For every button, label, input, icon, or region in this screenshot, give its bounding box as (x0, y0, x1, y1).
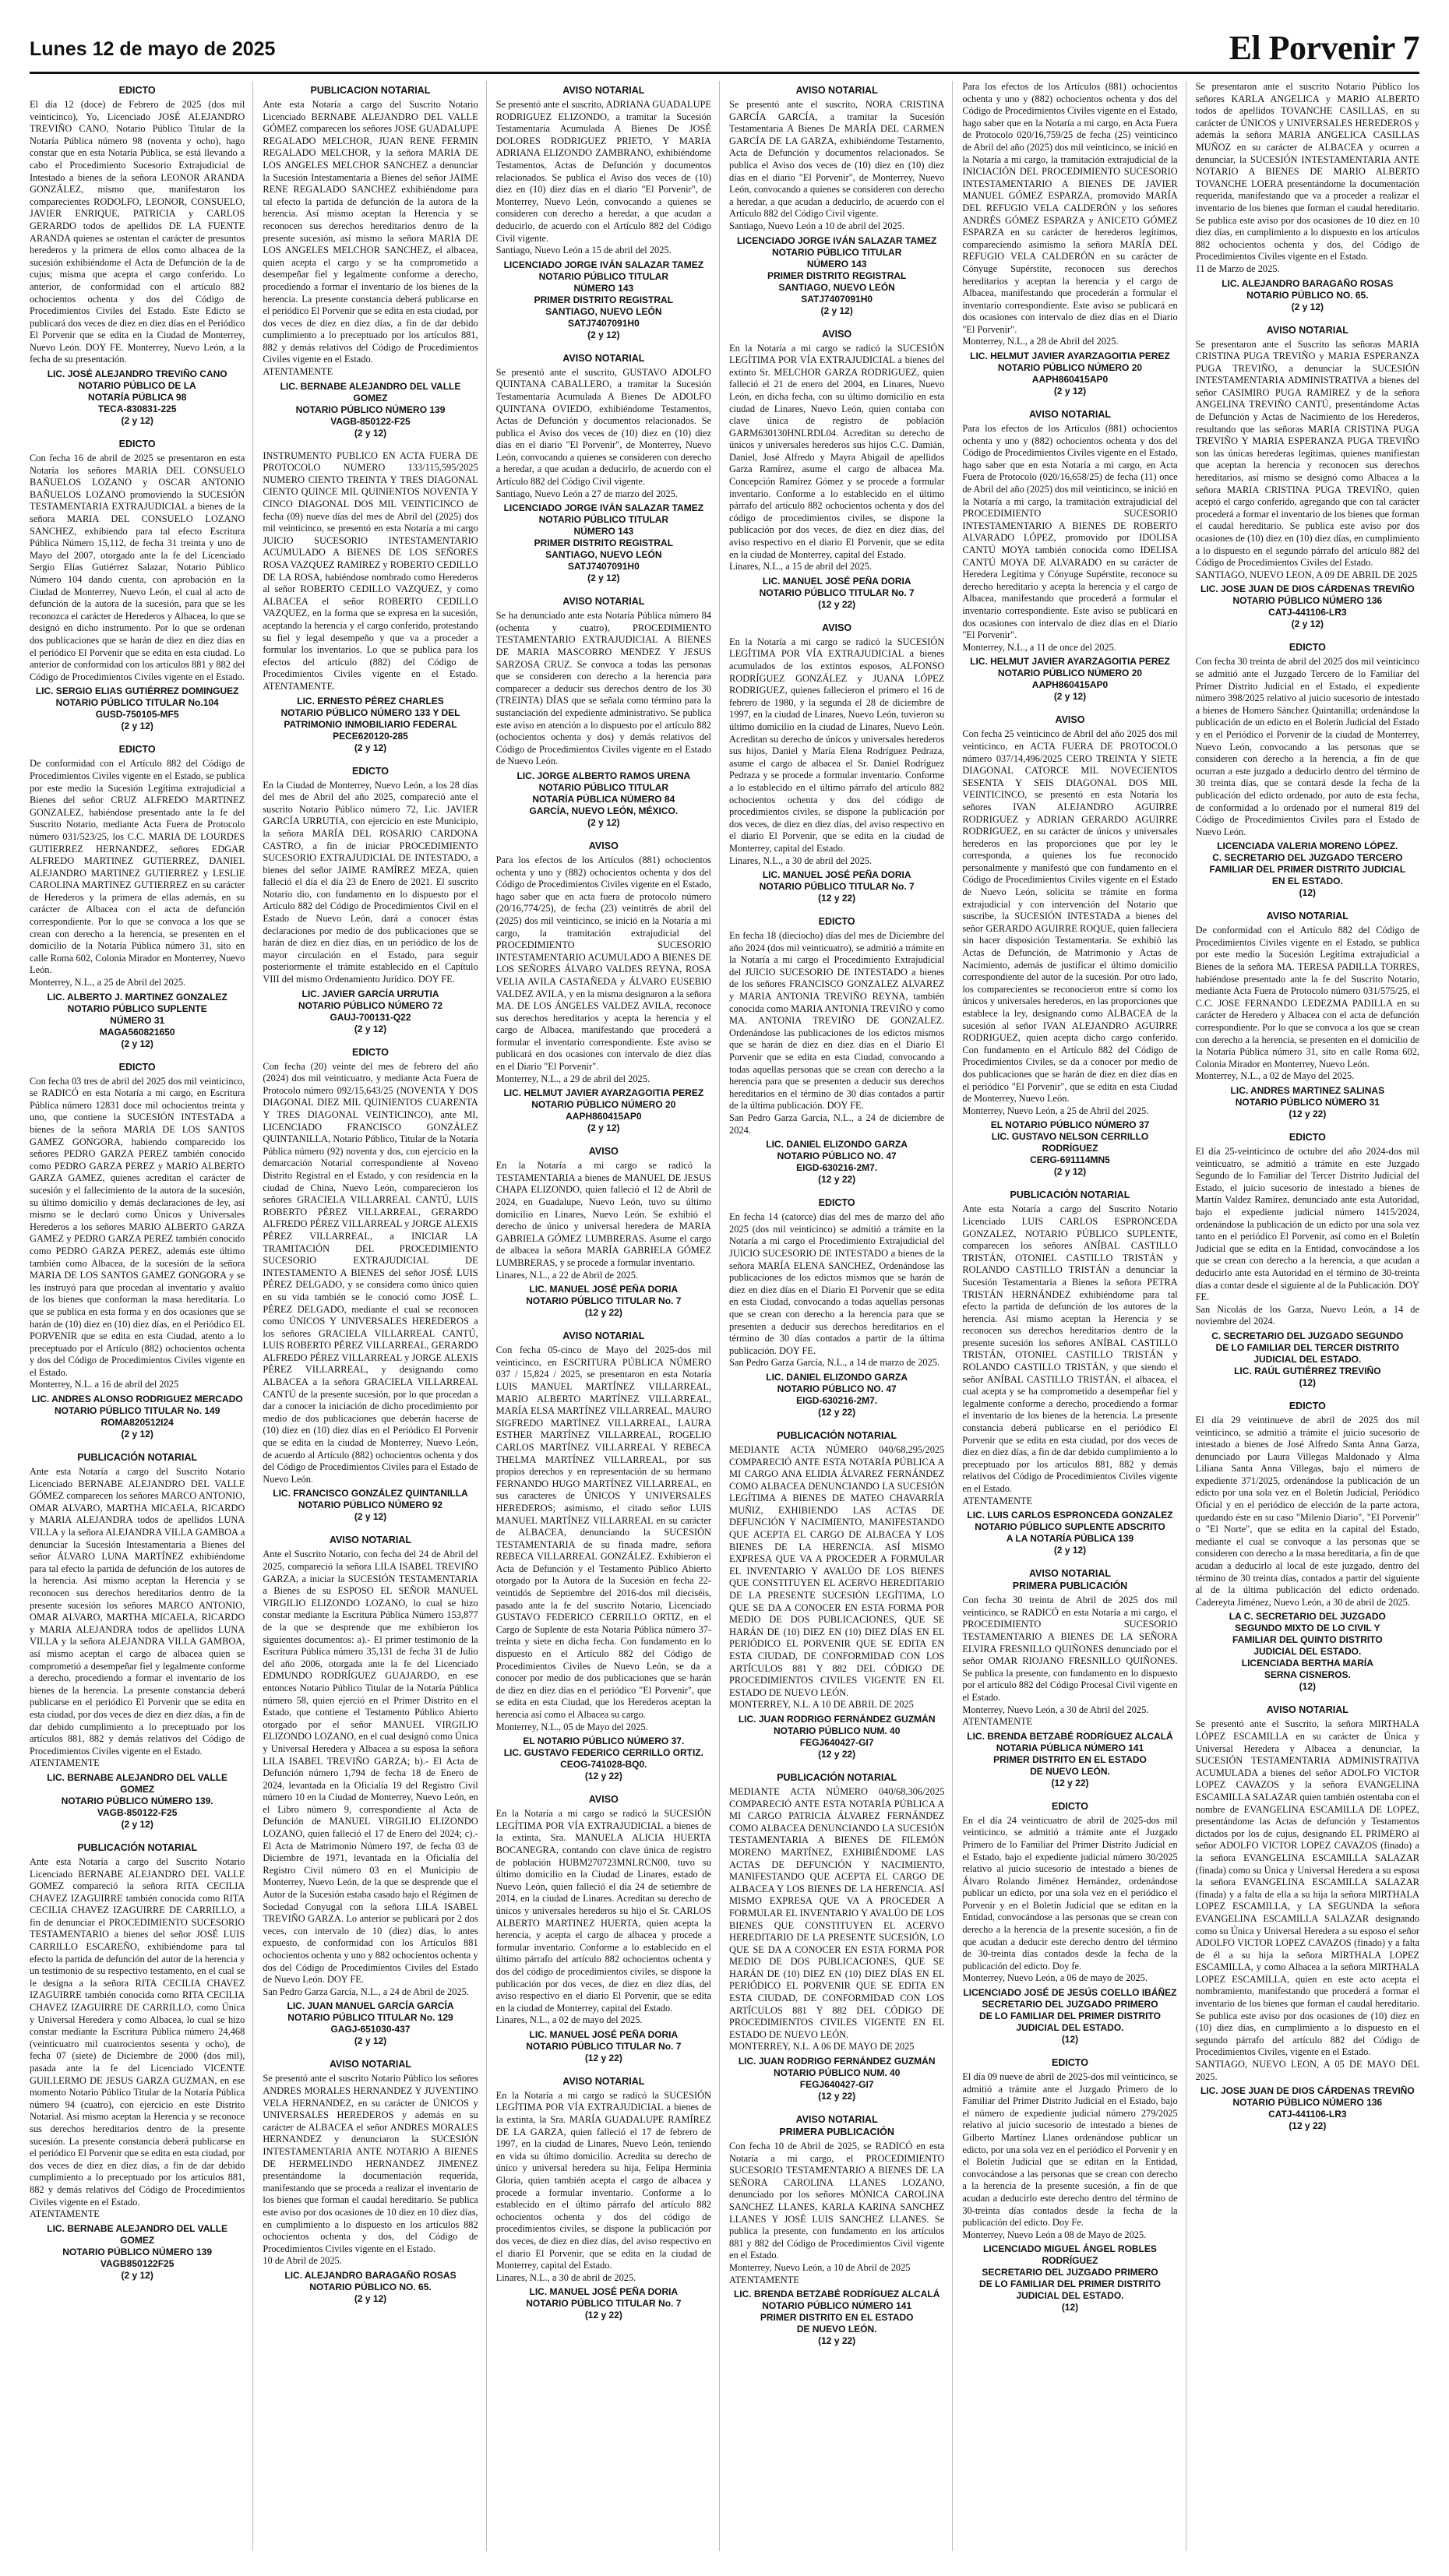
notice-signature: LIC. JOSE JUAN DE DIOS CÁRDENAS TREVIÑO NOTARIO PÚBLICO NÚMERO 136 CATJ-441106-LR3 (12 y 22) (1200, 2085, 1415, 2132)
newspaper-logo (1229, 31, 1419, 65)
notice-title: AVISO NOTARIAL (1266, 324, 1349, 336)
notice-signature: LICENCIADO JORGE IVÁN SALAZAR TAMEZ NOTARIO PÚBLICO TITULAR NÚMERO 143 PRIMER DISTRITO REGISTRAL SANTIAGO, NUEVO LEÓN SATJ7407091H0 (2 y 12) (736, 234, 937, 316)
notice-body: Con fecha 30 treinta de Abril de 2025 dos mil veinticinco, se RADICÓ en esta Notaría a mi cargo, el PROCEDIMIENTO SUCESORIO TESTAMENTARIO A BIENES DE LA SEÑORA ELVIRA FRESNILLO QUIÑONES denunciado por el señor OMAR RIOJANO FRESNILLO QUIÑONES. Se publica la presente, con fundamento en lo dispuesto por el artículo 882 del Código Procesal Civil vigente en el Estado. Monterrey, Nuevo León, a 30 de Abril del 2025. ATENTAMENTE (962, 1595, 1178, 1728)
notice-title: AVISO NOTARIAL (562, 352, 645, 364)
notice-signature: LIC. ERNESTO PÉREZ CHARLES NOTARIO PÚBLICO NÚMERO 133 Y DEL PATRIMONIO INMOBILIARIO FEDERAL PECE620120-285 (2 y 12) (280, 695, 460, 753)
legal-notice (729, 1771, 944, 2102)
issue-date: Lunes 12 de mayo de 2025 (30, 38, 276, 60)
legal-notice (1196, 910, 1419, 1120)
legal-notice (263, 84, 478, 439)
notice-body: Se presentaron ante el suscrito Notario Público los señores KARLA ANGELICA y MARIO ALBERTO todos de apellidos TOVANCHE CASILLAS, en su carácter de ÚNICOS y UNIVERSALES HEREDEROS y además la señora MARIA ANGELICA CASILLAS MUÑOZ en su carácter de ALBACEA y ocurren a denunciar, la SUCESIÓN INTESTAMENTARIA ANTE NOTARIO A BIENES DE MARIO ALBERTO TOVANCHE LOERA presentándome la documentación requerida, manifestando que va a proceder a realizar el inventario de los bienes que forman el caudal hereditario. Se publica este aviso por dos ocasiones de 10 diez en 10 diez días, en cumplimiento a lo dispuesto en los artículos 882 ochocientos ochenta y dos, del Código de Procedimientos Civiles vigente en el Estado. 11 de Marzo de 2025. (1195, 81, 1419, 274)
notice-signature: LA C. SECRETARIO DEL JUZGADO SEGUNDO MIXTO DE LO CIVIL Y FAMILIAR DEL QUINTO DISTRITO JUDICIAL DEL ESTADO. LICENCIADA BERTHA MARÍA SERNA CISNEROS. (12) (1229, 1611, 1386, 1693)
notice-body: Se presentó ante el Suscrito, la señora MIRTHALA LÓPEZ ESCAMILLA en su carácter de Única y Universal Heredera y Albacea a denunciar, la SUCESIÓN TESTAMENTARIA ADMINISTRATIVA ACUMULADA a bienes del señor ADOLFO VICTOR LOPEZ CAVAZOS y la señora EVANGELINA ESCAMILLA SALAZAR quien también ostentaba con el nombre de EVANGELINA ESCAMILLA DE LOPEZ, presentándome las Actas de defunción y Testamentos dictados por los de cujus, designando EL PRIMERO al señor ADOLFO VICTOR LOPEZ CAVAZOS (finado) a la señora EVANGELINA ESCAMILLA SALAZAR (finada) como su Única y Universal Heredera a su esposa la señora EVANGELINA ESCAMILLA SALAZAR (finada) y a falta de ella a su hija la señora MIRTHALA LOPEZ ESCAMILLA, y LA SEGUNDA la señora EVANGELINA ESCAMILLA SALAZAR designando como su Única y Universal Heredera a su esposo el señor ADOLFO VICTOR LOPEZ CAVAZOS (finado) y a falta de él a su hija la señora MIRTHALA LOPEZ ESCAMILLA, y como Albacea a la señora MIRTHALA LOPEZ ESCAMILLA, quien en este acto acepta el nombramiento, manifestando que procederá a formar el inventario de los bienes que forman el caudal hereditario. Se publica este aviso por dos ocasiones de (10) diez en (10) diez días, en cumplimiento a lo dispuesto en el segundo párrafo del artículo 882 del Código de Procedimientos Civiles, vigente en el Estado. SANTIAGO, NUEVO LEON, A 05 DE MAYO DEL 2025. (1195, 1718, 1419, 2082)
notice-signature: LIC. BERNABE ALEJANDRO DEL VALLE GOMEZ NOTARIO PÚBLICO NÚMERO 139. VAGB-850122-F25 (2 y 12) (47, 1771, 228, 1830)
legal-notice (962, 1189, 1177, 1556)
legal-notice (30, 1841, 245, 2282)
notice-signature: LIC. BRENDA BETZABÉ RODRÍGUEZ ALCALÁ NOTARIO PÚBLICO NÚMERO 141 PRIMER DISTRITO EN EL ESTADO DE NUEVO LEÓN. (12 y 22) (733, 2289, 940, 2347)
notice-title: AVISO NOTARIAL (329, 1535, 412, 1546)
notice-body: Ante esta Notaría a cargo del Suscrito Notario Licenciado BERNABE ALEJANDRO DEL VALLE GÓMEZ comparecen los señores JOSE GUADALUPE REGALADO MELCHOR, JUAN RENE FERMIN REGALADO MELCHOR, y la señora MARIA DE LOS ANGELES MELCHOR SANCHEZ a denunciar la Sucesión Intestamentaria a Bienes del señor JAIME RENE REGALADO SANCHEZ exhibiéndome para tal efecto la partida de defunción de la autora de la herencia. Así mismo aceptan la Herencia y se reconocen sus derechos hereditarios dentro de la presente sucesión, así mismo la señora MARIA DE LOS ANGELES MELCHOR SANCHEZ, el albacea, quien acepta el cargo y se ha comprometido a desempeñar fiel y legalmente conforme a derecho, procediendo a formar el inventario de los bienes de la herencia. La presente constancia deberá publicarse en el periódico El Porvenir que se edita en esta ciudad, por dos veces de diez en diez días, a fin de dar debido cumplimiento a lo preceptuado por los artículos 881, 882 y demás relativos del Código de Procedimientos Civiles vigente en el Estado. ATENTAMENTE (263, 99, 478, 378)
notice-title: AVISO NOTARIAL (795, 85, 878, 96)
notice-signature: LIC. MANUEL JOSÉ PEÑA DORIA NOTARIO PÚBLICO TITULAR No. 7 (12 y 22) (759, 869, 915, 904)
notice-body: MEDIANTE ACTA NÚMERO 040/68,306/2025 COMPARECIÓ ANTE ESTA NOTARÍA PÚBLICA A MI CARGO PATRICIA ÁLVAREZ FERNÁNDEZ COMO ALBACEA DENUNCIANDO LA SUCESIÓN TESTAMENTARIA A BIENES DE FILEMÓN MORENO MARTÍNEZ, EXHIBIÉNDOME LAS ACTAS DE DEFUNCIÓN Y NACIMIENTO, MANIFESTANDO QUE ACEPTA EL CARGO DE ALBACEA Y LOS BIENES DE LA HERENCIA. ASÍ MISMO EXPRESA QUE VA A PROCEDER A FORMULAR EL INVENTARIO Y AVALÚO DE LOS BIENES QUE CONSTITUYEN EL ACERVO HEREDITARIO DE LA PRESENTE SUCESIÓN, LO QUE SE DA A CONOCER EN ESTA FORMA POR MEDIO DE DOS PUBLICACIONES, QUE SE HARÁN DE (10) DIEZ EN (10) DIEZ DÍAS EN EL PERIÓDICO EL PORVENIR QUE SE EDITA EN ESTA CIUDAD, DE CONFORMIDAD CON LOS ARTÍCULOS 881 Y 882 DEL CÓDIGO DE PROCEDIMIENTOS CIVILES VIGENTE EN EL ESTADO DE NUEVO LEÓN. MONTERREY, N.L. A 06 DE MAYO DE 2025 (729, 1785, 945, 2053)
legal-notice (729, 622, 944, 904)
legal-notice (496, 352, 711, 585)
column-6 (1196, 81, 1419, 2551)
notice-title: EDICTO (351, 1046, 389, 1058)
notice-title: AVISO (1055, 714, 1085, 726)
legal-notice (30, 1061, 245, 1440)
notice-signature: LICENCIADA VALERIA MORENO LÓPEZ. C. SECRETARIO DEL JUZGADO TERCERO FAMILIAR DEL PRIMER DISTRITO JUDICIAL EN EL ESTADO. (12) (1209, 840, 1406, 899)
legal-notice (962, 1800, 1177, 2046)
legal-notice (962, 714, 1177, 1178)
legal-notice (962, 1567, 1177, 1789)
column-1 (30, 81, 253, 2551)
notice-signature: LIC. MANUEL JOSÉ PEÑA DORIA NOTARIO PÚBLICO TITULAR No. 7 (12 y 22) (526, 1284, 682, 1319)
notice-signature: LIC. MANUEL JOSÉ PEÑA DORIA NOTARIO PÚBLICO TITULAR No. 7 (12 y 22) (759, 575, 915, 610)
notice-signature: C. SECRETARIO DEL JUZGADO SEGUNDO DE LO FAMILIAR DEL TERCER DISTRITO JUDICIAL DEL ESTADO. LIC. RAÚL GUTIÉRREZ TREVIÑO (12) (1211, 1330, 1404, 1388)
notice-title: AVISO (588, 1794, 619, 1806)
notice-title: AVISO (588, 1146, 619, 1158)
notice-body: Ante esta Notaría a cargo del Suscrito Notario Licenciado BERNABE ALEJANDRO DEL VALLE GOMEZ compareció la señora RITA CECILIA CHAVEZ IZAGUIRRE también conocida como RITA CECILIA CHAVEZ IZAGUIRRE DE CARRILLO, a fin de denunciar el PROCEDIMIENTO SUCESORIO TESTAMENTARIO a bienes del señor JOSÉ LUIS CARRILLO ESCAREÑO, exhibiéndome para tal efecto la partida de defunción del autor de la herencia y un testimonio de su respectivo testamento, en el cual se le designa a la señora RITA CECILIA CHAVEZ IZAGUIRRE también conocida como RITA CECILIA CHAVEZ IZAGUIRRE DE CARRILLO, como Única y Universal Heredera y como Albacea, lo cual se hizo constar mediante la Escritura Pública número 24,468 (veinticuatro mil cuatrocientos sesenta y ocho), de fecha 07 (siete) de Diciembre de 2000 (dos mil), pasada ante la fe del Licenciado VICENTE GUILLERMO DE JESUS GARZA GUZMAN, en ese momento Notario Público Titular de la Notaría Pública número 94 (cuatro), con ejercicio en este Distrito Notarial. Así mismo aceptan la Herencia y se reconoce sus derechos hereditarios dentro de la presente sucesión. La presente constancia deberá publicarse en el periódico El Porvenir que se edita en esta ciudad, por dos veces de diez en diez días, a fin de dar debido cumplimiento a lo preceptuado por los artículos 881, 882 y demás relativos del Código de Procedimientos Civiles vigente en el Estado. ATENTAMENTE (30, 1855, 245, 2220)
notice-signature: LIC. JUAN RODRIGO FERNÁNDEZ GUZMÁN NOTARIO PÚBLICO NUM. 40 FEGJ640427-GI7 (12 y 22) (738, 2056, 936, 2102)
notice-body: De conformidad con el Artículo 882 del Código de Procedimientos Civiles vigente en el Estado, se publica por este medio la Sucesión Legítima extrajudicial a Bienes del señor CRUZ ALFREDO MARTINEZ GONZALEZ, habiéndose presentado ante la fe del Suscrito Notario, mediante Acta Fuera de Protocolo número 031/523/25, los C.C. MARIA DE LOURDES GUTIERREZ HERNANDEZ, señores EDGAR ALFREDO MARTINEZ GUTIERREZ, DANIEL ALEJANDRO MARTINEZ GUTIERREZ y LESLIE CAROLINA MARTINEZ GUTIERREZ en su carácter de Herederos y la primera de ellas además, en su carácter de Albacea con el acta de defunción correspondiente. Por lo que se convoca a los que se crean con derecho a la herencia, se presenten en el domicilio de la Notaría Pública número 31, sito en calle Roma 602, Colonia Mirador en Monterrey, Nuevo León. Monterrey, N.L., a 25 de Abril del 2025. (30, 758, 245, 988)
notice-title: AVISO NOTARIAL (329, 2059, 412, 2070)
notice-title: EDICTO (118, 1061, 156, 1073)
notice-signature: LIC. FRANCISCO GONZÁLEZ QUINTANILLA NOTARIO PÚBLICO NÚMERO 92 (2 y 12) (273, 1488, 468, 1523)
notice-body: MEDIANTE ACTA NÚMERO 040/68,295/2025 COMPARECIÓ ANTE ESTA NOTARÍA PÚBLICA A MI CARGO ANA ELIDIA ÁLVAREZ FERNÁNDEZ COMO ALBACEA DENUNCIANDO LA SUCESIÓN LEGÍTIMA A BIENES DE MATEO CHAVARRÍA MUÑIZ, EXHIBIENDO LAS ACTAS DE DEFUNCIÓN Y NACIMIENTO, MANIFESTANDO QUE ACEPTA EL CARGO DE ALBACEA Y LOS BIENES DE LA HERENCIA. ASÍ MISMO EXPRESA QUE VA A PROCEDER A FORMULAR EL INVENTARIO Y AVALÚO DE LOS BIENES QUE CONSTITUYEN EL ACERVO HEREDITARIO DE LA PRESENTE SUCESIÓN LEGÍTIMA, LO QUE SE DA A CONOCER EN ESTA FORMA POR MEDIO DE DOS PUBLICACIONES, QUE SE HARÁN DE (10) DIEZ EN (10) DIEZ DÍAS EN EL PERIÓDICO EL PORVENIR QUE SE EDITA EN ESTA CIUDAD, DE CONFORMIDAD CON LOS ARTÍCULOS 881 Y 882 DEL CÓDIGO DE PROCEDIMIENTOS CIVILES VIGENTE EN EL ESTADO DE NUEVO LEÓN. MONTERREY, N.L. A 10 DE ABRIL DE 2025 (729, 1443, 945, 1711)
notice-signature: LIC. HELMUT JAVIER AYARZAGOITIA PEREZ NOTARIO PÚBLICO NÚMERO 20 AAPH860415AP0 (2 y 12) (970, 656, 1170, 703)
notice-title: AVISO NOTARIAL PRIMERA PUBLICACIÓN (1012, 1568, 1128, 1592)
legal-notice (30, 743, 245, 1049)
legal-notice (1196, 1131, 1419, 1389)
notice-title: EDICTO (818, 1197, 855, 1209)
notice-title: PUBLICACIÓN NOTARIAL (777, 1429, 897, 1441)
legal-notice (496, 1330, 711, 1782)
notice-signature: LICENCIADO JORGE IVÁN SALAZAR TAMEZ NOTARIO PÚBLICO TITULAR NÚMERO 143 PRIMER DISTRITO REGISTRAL SANTIAGO, NUEVO LEÓN SATJ7407091H0 (2 y 12) (503, 502, 704, 584)
legal-notice (496, 1145, 711, 1319)
notice-body: Para los efectos de los Artículos (881) ochocientos ochenta y uno y (882) ochocientos ochenta y dos del Código de Procedimientos Civiles vigente en el Estado, hago saber que en la Notaría a mi cargo, en Acta Fuera de Protocolo 020/16,759/25 de fecha (25) veinticinco de Abril del año (2025) dos mil veinticinco, se inició en la Notaría a mi cargo, la tramitación extrajudicial de la INICIACIÓN DEL PROCEDIMIENTO SUCESORIO INTESTAMENTARIO A BIENES DE JAVIER MANUEL GÓMEZ ESPARZA, promovido MARÍA DEL REFUGIO VELA CALDERÓN y los señores ANDRÉS GÓMEZ ESPARZA y ANICETO GÓMEZ ESPARZA en su carácter de herederos legítimos, compareciendo asimismo la señora MARÍA DEL REFUGIO VELA CALDERÓN en su carácter de Cónyuge Supérstite, reconocen sus derechos hereditarios y aceptan la herencia y el cargo de Albacea, manifestando que procederán a formular el inventario correspondiente. Este aviso se publicará en dos ocasiones con intervalo de diez días en el Diario "El Porvenir". Monterrey, N.L., a 28 de Abril del 2025. (962, 81, 1178, 347)
column-3 (496, 81, 720, 2551)
header-rule (30, 72, 1419, 74)
notice-title: AVISO NOTARIAL (562, 1330, 645, 1342)
notice-body: Con fecha 16 de abril de 2025 se presentaron en esta Notaría los señores MARIA DEL CONSUELO BAÑUELOS LOZANO y OSCAR ANTONIO BAÑUELOS LOZANO promoviendo la SUCESIÓN TESTAMENTARIA EXTRAJUDICIAL a bienes de la señora MARIA DEL CONSUELO LOZANO SANCHEZ, exhibiendo para tal efecto Escritura Pública Número 15,112, de fecha 31 treinta y uno de Mayo del 2007, otorgado ante la fe del Licenciado Sergio Elías Gutiérrez Salazar, Notario Público Número 104 dando cuenta, con aprobación en la Ciudad de Monterrey, Nuevo León, el cual al acto de defunción de la autora de la sucesión, para que se les reconozca el carácter de Herederos y Albacea, lo que se designó en dicho instrumento. Por lo que se ordenan dos publicaciones que se harán de diez en diez días en el periódico El Porvenir que se edita en esta ciudad. Lo anterior de conformidad con los artículos 881 y 882 del Código de Procedimientos Civiles vigente en el Estado. (30, 453, 245, 682)
notice-title: EDICTO (118, 744, 156, 756)
column-4 (729, 81, 953, 2551)
notice-body: En la Ciudad de Monterrey, Nuevo León, a los 28 días del mes de Abril del año 2025, compareció ante el suscrito Notario Público número 72, Lic. JAVIER GARCÍA URRUTIA, con ejercicio en este Municipio, la señora MARÍA DEL ROSARIO CARDONA CASTRO, a fin de iniciar PROCEDIMIENTO SUCESORIO EXTRAJUDICIAL DE INTESTADO, a bienes del señor JAIME RAMÍREZ MEZA, quien falleció el día el día 23 de Enero de 2021. El suscrito Notario dio, con fundamento en lo dispuesto por el Artículo 882 del Código de Procedimientos Civil en el Estado de Nuevo León, dará a conocer éstas declaraciones por medio de dos publicaciones que se harán de diez en diez días, en un periódico de los de mayor circulación en el Estado, para seguir posteriormente el trámite establecido en el Capítulo VIII del mismo Ordenamiento Jurídico. DOY FE. (263, 779, 478, 985)
legal-notice (1196, 324, 1419, 631)
legal-notice (263, 450, 478, 754)
notice-body: El día 12 (doce) de Febrero de 2025 (dos mil veinticinco), Yo, Licenciado JOSÉ ALEJANDRO TREVIÑO CANO, Notario Público Titular de la Notaría Pública número 98 (noventa y ocho), hago constar que en esta Notaría Pública, se está llevando a cabo el Procedimiento Sucesorio Extrajudicial de Intestado a bienes de la señora LEONOR ARANDA GONZÁLEZ, mismo que, manifestaron los comparecientes RODOLFO, LEONOR, CONSUELO, JAVIER ENRIQUE, PATRICIA y CARLOS GERARDO todos de apellidos DE LA FUENTE ARANDA quienes se ostentan el carácter de presuntos herederos y la primera de ellos como albacea de la sucesión exhibiéndome el Acta de Defunción de la de cujus; misma que acepta el cargo conferido. Lo anterior, de conformidad con el artículo 882 ochocientos ochenta y dos del Código de Procedimientos Civiles del Estado. Este Edicto se publicará dos veces de diez en diez días en el Periódico El Porvenir que se edita en la Ciudad de Monterrey, Nuevo León. DOY FE. Monterrey, Nuevo León, a la fecha de su presentación. (30, 99, 245, 365)
notice-signature: LIC. BERNABE ALEJANDRO DEL VALLE GOMEZ NOTARIO PÚBLICO NÚMERO 139 VAGB850122F25 (2 y 12) (47, 2222, 228, 2281)
notice-signature: LIC. ANDRES MARTINEZ SALINAS NOTARIO PÚBLICO NÚMERO 31 (12 y 22) (1230, 1085, 1385, 1119)
notice-signature: LIC. MANUEL JOSÉ PEÑA DORIA NOTARIO PÚBLICO TITULAR No. 7 (12 y 22) (526, 2028, 682, 2063)
notice-body: Se presentó ante el suscrito, GUSTAVO ADOLFO QUINTANA CABALLERO, a tramitar la Sucesión Testamentaria Acumulada A Bienes De ADOLFO QUINTANA OVIEDO, exhibiéndome Testamentos, Actas de Defunción y documentos relacionados. Se publica el Aviso dos veces de (10) diez en (10) diez días en el diario "El Porvenir", de Monterrey, Nuevo León, convocando a quienes se consideren con derecho a heredar, a que acudan a deducirlo, de acuerdo con el Artículo 882 del Código Civil vigente. Santiago, Nuevo León a 27 de marzo del 2025. (495, 366, 711, 499)
notice-title: AVISO NOTARIAL (1266, 911, 1349, 922)
legal-notice (30, 84, 245, 427)
notice-signature: LIC. ALBERTO J. MARTINEZ GONZALEZ NOTARIO PÚBLICO SUPLENTE NÚMERO 31 MAGA560821650 (2 y 12) (47, 991, 227, 1049)
notice-body: En la Notaría a mi cargo se radicó la SUCESIÓN LEGÍTIMA POR VÍA EXTRAJUDICIAL a bienes de la extinta, la Sra. MARÍA GUADALUPE RAMÍREZ DE LA GARZA, quien falleció el 17 de febrero de 1997, en la ciudad de Linares, Nuevo León, teniendo en vida su último domicilio. Acredita su derecho de único y universal heredera su hija, Felipa Herminia Gloria, quien también acepta el cargo de albacea y procede a formular inventario. Conforme a lo establecido en el último párrafo del artículo 882 ochocientos ochenta y dos del código de procedimientos civiles, se dispone la publicación por dos veces, de diez en diez días, del aviso respectivo en el diario El Porvenir, que se edita en la ciudad de Monterrey, capital del Estado. Linares, N.L., a 30 de abril de 2025. (495, 2089, 711, 2283)
legal-notice (1196, 1704, 1419, 2132)
legal-notice (962, 2056, 1177, 2313)
notice-signature: LICENCIADO MIGUEL ÁNGEL ROBLES RODRÍGUEZ SECRETARIO DEL JUZGADO PRIMERO DE LO FAMILIAR DEL PRIMER DISTRITO JUDICIAL DEL ESTADO. (12) (979, 2243, 1161, 2313)
notice-signature: LIC. JOSÉ ALEJANDRO TREVIÑO CANO NOTARIO PÚBLICO DE LA NOTARÍA PÚBLICA 98 TECA-830831-225 (2 y 12) (47, 368, 227, 427)
notice-body: Con fecha (20) veinte del mes de febrero del año (2024) dos mil veinticuatro, y mediante Acta Fuera de Protocolo número 092/15,643/25 (NOVENTA Y DOS DIAGONAL DIEZ MIL QUINIENTOS CUARENTA Y TRES DIAGONAL VEINTICINCO), ante MI, LICENCIADO FRANCISCO GONZÁLEZ QUINTANILLA, Notario Público, Titular de la Notaría Pública número (92) noventa y dos, con ejercicio en la demarcación Notarial correspondiente al Noveno Distrito Registral en el Estado, y con residencia en la ciudad de China, Nuevo León, comparecieron los señores GRACIELA VILLARREAL CANTÚ, LUIS ROBERTO PÉREZ VILLARREAL, GERARDO ALFREDO PÉREZ VILLARREAL y JORGE ALEXIS PÉREZ VILLARREAL, a INICIAR LA TRAMITACIÓN DEL PROCEDIMIENTO SUCESORIO EXTRAJUDICIAL DE INTESTAMENTO A BIENES del señor JOSÉ LUIS PÉREZ DELGADO, y se considera como único quien en su vida también se le conoció como JOSÉ L. PÉREZ DELGADO, mediante el cual se reconocen como ÚNICOS Y UNIVERSALES HEREDEROS a los señores GRACIELA VILLARREAL CANTÚ, LUIS ROBERTO PÉREZ VILLARREAL, GERARDO ALFREDO PÉREZ VILLARREAL y JORGE ALEXIS PÉREZ VILLARREAL, y designando como ALBACEA a la señora GRACIELA VILLARREAL CANTÚ de la presente sucesión, por lo que procedan a dar a conocer la iniciación de dicho procedimiento por medio de dos publicaciones que deberán hacerse de (10) diez en (10) diez días en el Periódico El Porvenir que se edita en la ciudad de Monterrey, Nuevo León, de acuerdo al Artículo (882) ochocientos ochenta y dos del Código de Procedimientos Civiles para el Estado de Nuevo León. (263, 1060, 478, 1485)
notice-body: Se presentó ante el suscrito Notario Público los señores ANDRES MORALES HERNANDEZ Y JUVENTINO VELA HERNANDEZ, en su carácter de ÚNICOS y UNIVERSALES HEREDEROS y además en su carácter de ALBACEA el señor ANDRES MORALES HERNANDEZ y denunciaron la SUCESIÓN INTESTAMENTARIA ANTE NOTARIO A BIENES DE HERMELINDO HERNANDEZ JIMENEZ presentándome la documentación requerida, manifestando que se proceda a realizar el inventario de los bienes que forman el caudal hereditario. Se publica este aviso por dos ocasiones de 10 diez en 10 diez días, en cumplimiento a lo dispuesto en los artículos 882 ochocientos ochenta y dos, del Código de Procedimientos Civiles vigente en el Estado. 10 de Abril de 2025. (263, 2073, 478, 2267)
legal-notice (1196, 1400, 1419, 1693)
notice-signature: LIC. HELMUT JAVIER AYARZAGOITIA PEREZ NOTARIO PÚBLICO NÚMERO 20 AAPH860415AP0 (2 y 12) (970, 351, 1170, 397)
legal-notice (30, 438, 245, 732)
legal-notice (962, 81, 1177, 397)
notice-signature: EL NOTARIO PÚBLICO NÚMERO 37 LIC. GUSTAVO NELSON CERRILLO RODRÍGUEZ CERG-691114MN5 (2 y 12) (990, 1119, 1150, 1178)
notice-body: En fecha 14 (catorce) días del mes de marzo del año 2025 (dos mil veinticinco) se admitió a trámite en la Notaría a mi cargo el Procedimiento Extrajudicial del JUICIO SUCESORIO DE INTESTADO a bienes de la señora MARÍA ELENA SANCHEZ, Ordenándose las publicaciones de los edictos mismos que se harán de diez en diez días en el Diario El Porvenir que se edita en esta Ciudad, convocando a todas aquellas personas que se crean con derecho a la herencia para que se presenten a deducir sus derechos hereditarios en el término de 30 días contados a partir de la última publicación. DOY FE. San Pedro Garza García, N.L., a 14 de marzo de 2025. (729, 1211, 945, 1369)
notice-body: Con fecha 03 tres de abril del 2025 dos mil veinticinco, se RADICÓ en esta Notaría a mi cargo, en Escritura Pública número 12831 doce mil ochocientos treinta y uno, que contiene la SUCESIÓN INTESTADA a bienes de la señora MARIA DE LOS SANTOS GAMEZ GONGORA, habiendo comparecido los señores PEDRO GARZA PEREZ también conocido como PEDRO GARZA PEREZ y MARIO ALBERTO GARZA GAMEZ, quienes acreditan el carácter de sucesión y el fallecimiento de la autora de la sucesión, su último domicilio y demás declaraciones de ley, así mismo se le declaró como Únicos y Universales Herederos a los señores MARIO ALBERTO GARZA GAMEZ y PEDRO GARZA PEREZ también conocido como PEDRO GARZA PEREZ, además este último también como Albacea, de la sucesión de la señora MARIA DE LOS SANTOS GAMEZ GONGORA y se les instruyó para que procedan al inventario y avalúo de los bienes que conforman la masa hereditaria. Lo que se publica en esta forma y en dos ocasiones que se harán de (10) diez en (10) diez días, en el Periódico EL PORVENIR que se edita en esta Ciudad, atento a lo preceptuado por el Artículo (882) ochocientos ochenta y dos del Código de Procedimientos Civiles vigente en el Estado. Monterrey, N.L. a 16 de abril del 2025 (30, 1075, 245, 1390)
legal-notice (1196, 641, 1419, 899)
legal-notice (496, 84, 711, 341)
legal-notice (729, 1196, 944, 1418)
legal-notice (263, 765, 478, 1035)
legal-notice (729, 1429, 944, 1760)
notice-body: En fecha 18 (dieciocho) días del mes de Diciembre del año 2024 (dos mil veinticuatro), se admitió a trámite en la Notaría a mi cargo el Procedimiento Extrajudicial del JUICIO SUCESORIO DE INTESTADO a bienes de los señores FRANCISCO GONZALEZ ALVAREZ y MARIA ANTONIA TREVIÑO REYNA, también conocida como MARIA ANTONIA TREVIÑO y como MA. ANTONIA TREVIÑO DE GONZALEZ. Ordenándose las publicaciones de los edictos mismos que se harán de diez en diez días en el Diario El Porvenir que se edita en esta Ciudad, convocando a todas aquellas personas que se crean con derecho a la herencia para que se presenten a deducir sus derechos hereditarios en el término de 30 días contados a partir de la última publicación. DOY FE. San Pedro Garza García, N.L., a 24 de diciembre de 2024. (729, 930, 945, 1136)
legal-notice (496, 1793, 711, 2064)
notice-title: AVISO (822, 622, 852, 633)
notice-signature: EL NOTARIO PÚBLICO NÚMERO 37. LIC. GUSTAVO FEDERICO CERRILLO ORTIZ. CEOG-741028-BQ0. (12 y 22) (503, 1736, 703, 1782)
notice-body: De conformidad con el Artículo 882 del Código de Procedimientos Civiles vigente en el Estado, se publica por este medio la Sucesión Legítima extrajudicial a Bienes de la señora MA. TERESA PADILLA TORRES, habiéndose presentado ante la fe del Suscrito Notario, mediante Acta Fuera de Protocolo número 031/575/25, el C.C. JOSE FERNANDO LEDEZMA PADILLA en su carácter de Heredero y Albacea con el acta de defunción correspondiente. Por lo que se convoca a los que se crean con derecho a la herencia, se presenten en el domicilio de la Notaría Pública número 31, sito en calle Roma 602, Colonia Mirador en Monterrey, Nuevo León. Monterrey, N.L., a 02 de Mayo del 2025. (1195, 925, 1419, 1082)
column-2 (263, 81, 486, 2551)
notice-body: En la Notaría a mi cargo se radicó la SUCESIÓN LEGÍTIMA POR VÍA EXTRAJUDICIAL a bienes del extinto Sr. MELCHOR GARZA RODRIGUEZ, quien falleció el 21 de enero del 2004, en Linares, Nuevo León, en dicha fecha, con su último domicilio en esta ciudad de Linares, Nuevo León, quien contaba con clave única de registro de población GARM630130HNLRDL04. Acreditan su derecho de únicos y universales herederos sus hijos C.C. Damián, Daniel, José Alfredo y Mayra Abigail de apellidos Garza Ramírez, asume el cargo de albacea Ma. Concepción Ramírez Gómez y se procede a formular inventario. Conforme a lo establecido en el último párrafo del artículo 882 ochocientos ochenta y dos del código de procedimientos civiles, se dispone la publicación por dos veces, de diez en diez días, del aviso respectivo en el diario El Porvenir, que se edita en la ciudad de Monterrey, capital del Estado. Linares, N.L., a 15 de abril del 2025. (729, 342, 945, 573)
notice-signature: LIC. ALEJANDRO BARAGAÑO ROSAS NOTARIO PÚBLICO NO. 65. (2 y 12) (284, 2269, 457, 2304)
notice-signature: LIC. LUIS CARLOS ESPRONCEDA GONZALEZ NOTARIO PÚBLICO SUPLENTE ADSCRITO A LA NOTARÍA PÚBLICA 139 (2 y 12) (967, 1510, 1173, 1556)
notice-signature: LIC. JUAN MANUEL GARCÍA GARCÍA NOTARIO PÚBLICO TITULAR No. 129 GAGJ-651030-437 (2 y 12) (287, 2000, 454, 2047)
notice-title: AVISO NOTARIAL (1266, 1704, 1349, 1716)
notice-title: EDICTO (1051, 1800, 1088, 1812)
notice-signature: LIC. HELMUT JAVIER AYARZAGOITIA PEREZ NOTARIO PÚBLICO NÚMERO 20 AAPH860415AP0 (2 y 12) (503, 1087, 704, 1134)
notice-body: Se presentaron ante el Suscrito las señoras MARIA CRISTINA PUGA TREVIÑO y MARIA ESPERANZA PUGA TREVIÑO, a denunciar la SUCESIÓN INTESTAMENTARIA ADMINISTRATIVA a bienes del señor CASIMIRO PUGA RAMIREZ y de la señora ANGELINA TREVIÑO CANTÚ, presentándome Actas de Defunción y Actas de Nacimiento de los Herederos, resultando que las señoras MARIA CRISTINA PUGA TREVIÑO Y MARIA ESPERANZA PUGA TREVIÑO son las únicas herederas legítimas, quienes manifiestan que aceptan la herencia y reconocen sus derechos hereditarios, así mismo se designó como Albacea a la señora MARIA CRISTINA PUGA TREVIÑO, quien aceptó el cargo conferido, agregando que con tal carácter procederá a formar el inventario de los bienes que forman el caudal hereditario. Se publica este aviso por dos ocasiones de (10) diez en (10) diez días, en cumplimiento a lo dispuesto en el segundo párrafo del artículo 882 del Código de Procedimientos Civiles del Estado. SANTIAGO, NUEVO LEON, A 09 DE ABRIL DE 2025 (1195, 338, 1419, 580)
page-number: 7 (1402, 29, 1419, 67)
notice-title: EDICTO (351, 765, 389, 777)
notice-signature: LIC. DANIEL ELIZONDO GARZA NOTARIO PÚBLICO NO. 47 EIGD-630216-2M7. (12 y 22) (766, 1139, 908, 1186)
legal-notice (263, 2058, 478, 2305)
notice-body: El día 25-veinticinco de octubre del año 2024-dos mil veinticuatro, se admitió a trámite en este Juzgado Segundo de lo Familiar del Tercer Distrito Judicial del Estado, el juicio sucesorio de intestado a bienes de Martín Valdez Ramírez, denunciado ante esta Autoridad, bajo el expediente judicial número 1415/2024, ordenándose la publicación de un edicto por una sola vez tanto en el periódico El Porvenir, así como en el Boletín Judicial que se edita en la Entidad, convocándose a los que se crean con derecho a la herencia, a que acudan a deducirlo ante esta Autoridad en el término de 30-treinta días a contar desde el siguiente al de la Publicación. DOY FE. San Nicolás de los Garza, Nuevo León, a 14 de noviembre del 2024. (1195, 1146, 1419, 1327)
brand-name: El Porvenir (1229, 29, 1394, 67)
notice-title: PUBLICACIÓN NOTARIAL (77, 1841, 198, 1853)
notice-body: En el día 24 veinticuatro de abril de 2025-dos mil veinticinco, se admitió a trámite ante el Juzgado Primero de lo Familiar del Primer Distrito Judicial en el Estado, bajo el expediente judicial número 30/2025 relativo al juicio sucesorio de intestado a bienes de Álvaro Rolando Jiménez Hernández, ordenándose publicar un edicto, por una sola vez en el periódico el Porvenir y en el Boletín Judicial que se editan en la Entidad, convocándose a las personas que se crean con derecho a la herencia de la presente sucesión, a fin de que acudan a deducir este derecho dentro del término de 30-treinta días contados desde la fecha de la publicación del edicto. Doy fe. Monterrey, Nuevo León, a 06 de mayo de 2025. (962, 1814, 1178, 1984)
notice-body: En la Notaría a mi cargo se radicó la SUCESIÓN LEGÍTIMA POR VÍA EXTRAJUDICIAL a bienes de la extinta, Sra. MANUELA ALICIA HUERTA BOCANEGRA, contando con clave única de registro de población HUBM270723MNLRCN00, tuvo su último domicilio en la Ciudad de Linares, estado de Nuevo León, quien falleció el día 24 de setiembre de 2014, en la ciudad de Linares. Acreditan su derecho de únicos y universales herederos su hijo el Sr. CARLOS ALBERTO MARTINEZ HUERTA, quien acepta la herencia, y acepta el cargo de albacea y procede a formular inventario. Conforme a lo establecido en el último párrafo del artículo 882 ochocientos ochenta y dos del código de procedimientos civiles, se dispone la publicación por dos veces, de diez en diez días, del aviso respectivo en el diario El Porvenir, que se edita en la ciudad de Monterrey, capital del Estado. Linares, N.L., a 02 de mayo del 2025. (495, 1808, 711, 2026)
notice-signature: LICENCIADO JOSÉ DE JESÚS COELLO IBÁÑEZ SECRETARIO DEL JUZGADO PRIMERO DE LO FAMILIAR DEL PRIMER DISTRITO JUDICIAL DEL ESTADO. (12) (963, 1987, 1177, 2046)
notice-body: Para los efectos de los Artículos (881) ochocientos ochenta y uno y (882) ochocientos ochenta y dos del Código de Procedimientos Civiles vigente en el Estado, hago saber que en esta Notaría a mi cargo, en Acta Fuera de Protocolo (020/16,658/25) de fecha (11) once de Abril del año (2025) dos mil veinticinco, se inició en la Notaría a mi cargo, la tramitación extrajudicial del PROCEDIMIENTO SUCESORIO INTESTAMENTARIO A BIENES DE ROBERTO ALVARADO LÓPEZ, promovido por IDOLISA CANTÚ MOYA también conocida como IDELISA CANTÚ MOYA DE ALVARADO en su carácter de Heredera Legítima y Cónyuge Supérstite, reconoce su derecho hereditario y acepta la herencia y el cargo de Albacea, manifestando que procederá a formular el inventario correspondiente. Este aviso se publicará en dos ocasiones con intervalo de diez días en el Diario "El Porvenir". Monterrey, N.L., a 11 de once del 2025. (962, 423, 1178, 653)
notice-title: PUBLICACION NOTARIAL (310, 85, 431, 96)
notice-signature: LIC. ALEJANDRO BARAGAÑO ROSAS NOTARIO PÚBLICO NO. 65. (2 y 12) (1222, 277, 1394, 312)
notice-title: PUBLICACIÓN NOTARIAL (77, 1452, 198, 1464)
notice-title: AVISO NOTARIAL (562, 2075, 645, 2087)
notice-signature: LIC. JUAN RODRIGO FERNÁNDEZ GUZMÁN NOTARIO PÚBLICO NUM. 40 FEGJ640427-GI7 (12 y 22) (738, 1713, 936, 1760)
notice-title: AVISO NOTARIAL PRIMERA PUBLICACIÓN (779, 2114, 894, 2138)
notice-title: EDICTO (1051, 2057, 1088, 2069)
notice-title: PUBLICACIÓN NOTARIAL (777, 1771, 897, 1783)
notice-body: Con fecha 30 treinta de abril del 2025 dos mil veinticinco se admitió ante el Juzgado Tercero de lo Familiar del Primer Distrito Judicial en el Estado, el expediente número 398/2025 relativo al juicio sucesorio de intestado a bienes de Homero Sánchez Quintanilla; ordenándose la publicación de un edicto en el Boletín Judicial del Estado y en el Periódico el Porvenir de la ciudad de Monterrey, Nuevo León, convocando a las personas que se consideren con derecho a la herencia, a fin de que ocurran a este juzgado a deducirlo dentro del término de 30 treinta días, que se contará desde la fecha de la publicación del edicto ordenado, por auto de esta fecha, de conformidad a lo ordenado por el numeral 819 del Código de Procedimientos Civiles para el Estado de Nuevo León. (1195, 656, 1419, 837)
notice-title: AVISO NOTARIAL (562, 85, 645, 96)
notice-body: Con fecha 25 veinticinco de Abril del año 2025 dos mil veinticinco, en ACTA FUERA DE PROTOCOLO número 037/14,496/2025 CERO TREINTA Y SIETE DIAGONAL CATORCE MIL NOVECIENTOS SESENTA Y SEIS DIAGONAL DOS MIL VEINTICINCO, se presentó en esta Notaría los señores IVAN ALEJANDRO AGUIRRE RODRIGUEZ y ADRIAN GERARDO AGUIRRE RODRIGUEZ, en su carácter de únicos y universales herederos en las proporciones que por ley le corresponda, a quienes los fue reconocido personalmente y manifestó que con fundamento en el Código de Procedimientos Civiles vigente en el Estado de Nuevo León, solicita se trámite en forma extrajudicial y con intervención del Notario que suscribe, la SUCESIÓN INTESTADA a bienes del señor GERARDO AGUIRRE ROQUE, quien falleciera sin hacer disposición Testamentaria. Se exhibió las Actas de Defunción, de Matrimonio y Actas de Nacimiento, además de justificar el último domicilio correspondiente del autor de la sucesión. Por otro lado, los comparecientes se reconocieron entre sí como los únicos y universales herederos, en las proporciones que establece la ley, designando como ALBACEA de la sucesión al señor IVAN ALEJANDRO AGUIRRE RODRIGUEZ, quien acepta dicho cargo conferido. Con fundamento en el Artículo 882 del Código de Procedimientos Civiles, se da a conocer por medio de dos publicaciones que se harán de diez en diez días en el periódico "El Porvenir", que se edita en esta Ciudad de Monterrey, Nuevo León. Monterrey, Nuevo León, a 25 de Abril del 2025. (962, 728, 1178, 1116)
notice-body: Ante el Suscrito Notario, con fecha del 24 de Abril del 2025, compareció la señora LILA ISABEL TREVIÑO GARZA, a iniciar la SUCESIÓN TESTAMENTARIA a Bienes de su ESPOSO EL SEÑOR MANUEL VIRGILIO ELIZONDO LOZANO, lo cual se hizo constar mediante la Escritura Pública Número 153,877 de la que se desprende que me exhibieron los siguientes documentos: a).- El primer testimonio de la Escritura Pública número 35,131 de fecha 31 de Julio del año 2006, otorgada ante la fe del Licenciado EDMUNDO RODRÍGUEZ GUAJARDO, en ese entonces Notario Público Titular de la Notaría Pública número 58, quien ejerció en el Primer Distrito en el Estado, que contiene el Testamento Público Abierto otorgado por el señor MANUEL VIRGILIO ELIZONDO LOZANO, en el cual designó como Única y Universal Heredera y Albacea a su esposa la señora LILA ISABEL TREVIÑO GARZA; b).- El Acta de Defunción número 1,794 de fecha 18 de Enero de 2024, levantada en la Oficialía 19 del Registro Civil número 10 en la Ciudad de Monterrey, Nuevo León, en el Libro número 9, correspondiente al Acta de Defunción de MANUEL VIRGILIO ELIZONDO LOZANO, quien falleció el 17 de Enero del 2024; c).- El Acta de Matrimonio Número 197, de fecha 03 de Diciembre de 1971, levantada en la Oficialía del Registro Civil número 03 en el Municipio de Monterrey, Nuevo León, de la que se desprende que el Autor de la Sucesión estaba casado bajo el Régimen de Sociedad Conyugal con la señora LILA ISABEL TREVIÑO GARZA. Lo anterior se publicará por 2 dos veces, con intervalo de 10 (diez) días, lo antes expuesto, de conformidad con los Artículos 881 ochocientos ochenta y uno y 882 ochocientos ochenta y dos del Código de Procedimientos Civiles del Estado de Nuevo León. DOY FE. San Pedro Garza García, N.L., a 24 de Abril de 2025. (263, 1549, 478, 1997)
notice-body: En la Notaría a mi cargo se radicó la TESTAMENTARIA a bienes de MANUEL DE JESUS CHAPA ELIZONDO, quien falleció el 12 de Abril de 2024, en Guadalupe, Nuevo León, tuvo su último domicilio en Linares, Nuevo León. Se exhibió el derecho de único y universal heredera de MARIA GABRIELA GÓMEZ LUMBRERAS. Asume el cargo de albacea la señora MARÍA GABRIELA GÓMEZ LUMBRERAS, y se procede a formular inventario. Linares, N.L., a 22 de Abril de 2025. (495, 1160, 711, 1281)
legal-notice (1196, 81, 1419, 313)
notice-body: Se presentó ante el suscrito, ADRIANA GUADALUPE RODRIGUEZ ELIZONDO, a tramitar la Sucesión Testamentaria Acumulada A Bienes De JOSÉ DOLORES RODRIGUEZ PRIETO, Y MARIA ADRIANA ELIZONDO ZAMBRANO, exhibiéndome Testamentos, Actas de Defunción y documentos relacionados. Se publica el Aviso dos veces de (10) diez en (10) diez días en el diario "El Porvenir", de Monterrey, Nuevo León, convocando a quienes se consideren con derecho a heredar, a que acudan a deducirlo, de acuerdo con el Artículo 882 del Código Civil vigente. Santiago, Nuevo León a 15 de abril del 2025. (495, 99, 711, 256)
notice-body: Con fecha 10 de Abril de 2025, se RADICÓ en esta Notaría a mi cargo, el PROCEDIMIENTO SUCESORIO TESTAMENTARIO A BIENES DE LA SEÑORA CAROLINA LLANES LOZANO, denunciado por los señores MÓNICA CAROLINA SANCHEZ LLANES, KARLA KARINA SANCHEZ LLANES Y JOSÉ LUIS SANCHEZ LLANES. Se publica la presente, con fundamento en los artículos 881 y 882 del Código de Procedimientos Civil vigente en el Estado. Monterrey, Nuevo León, a 10 de Abril de 2025 ATENTAMENTE (729, 2141, 945, 2285)
notice-signature: LIC. JOSE JUAN DE DIOS CÁRDENAS TREVIÑO NOTARIO PÚBLICO NÚMERO 136 CATJ-441106-LR3 (2 y 12) (1200, 583, 1415, 630)
notice-signature: LIC. BRENDA BETZABÉ RODRÍGUEZ ALCALÁ NOTARIA PÚBLICA NÚMERO 141 PRIMER DISTRITO EN EL ESTADO DE NUEVO LEÓN. (12 y 22) (967, 1730, 1173, 1788)
notice-body: En la Notaría a mi cargo se radicó la SUCESIÓN LEGÍTIMA POR VÍA EXTRAJUDICIAL a bienes acumulados de los extintos esposos, ALFONSO RODRÍGUEZ GONZÁLEZ y JUANA LÓPEZ RODRIGUEZ, quienes fallecieron el primero el 16 de febrero de 1980, y la segunda el 28 de diciembre de 1997, en la ciudad de Linares, Nuevo León, tuvieron su último domicilio en la ciudad de Linares, Nuevo León. Acreditan su derecho de únicos y universales herederos sus hijos, Daniel y María Elena Rodríguez Pedraza, asume el cargo de albacea el Sr. Daniel Rodríguez Pedraza y se procede a formular inventario. Conforme a lo establecido en el último párrafo del artículo 882 ochocientos ochenta y dos del código de procedimientos civiles, se dispone la publicación por dos veces, de diez en diez días, del aviso respectivo en el diario El Porvenir, que se edita en la ciudad de Monterrey, capital del Estado. Linares, N.L., a 30 de abril del 2025. (729, 636, 945, 866)
notice-title: AVISO NOTARIAL (562, 596, 645, 608)
notice-title: EDICTO (818, 916, 855, 928)
legal-notice (962, 408, 1177, 703)
legal-notice (729, 328, 944, 611)
notice-title: EDICTO (1289, 1132, 1326, 1143)
notice-title: AVISO NOTARIAL (1028, 409, 1112, 421)
notice-body: El día 09 nueve de abril de 2025-dos mil veinticinco, se admitió a trámite ante el Juzgado Primero de lo Familiar del Primer Distrito Judicial en el Estado, bajo el número de expediente judicial número 279/2025 relativo al juicio sucesorio de intestado a bienes de Gilberto Martínez Llanes ordenándose publicar un edicto, por una sola vez en el periódico el Porvenir y en el Boletín Judicial que se editan en la Entidad, convocándose a las personas que se crean con derecho a la herencia de la presente sucesión, a fin de que acudan a deducirlo este derecho dentro del término de 30-treinta días contados desde la fecha de la publicación del edicto. Doy Fe. Monterrey, Nuevo León a 08 de Mayo de 2025. (962, 2071, 1178, 2240)
notice-title: AVISO (588, 840, 619, 851)
notice-body: Se ha denunciado ante esta Notaría Pública número 84 (ochenta y cuatro), PROCEDIMIENTO TESTAMENTARIO EXTRAJUDICIAL A BIENES DE MARIA MASCORRO MENDEZ Y JESUS SARZOSA CRUZ. Se convoca a todas las personas que se consideren con derecho a la herencia para comparecer a deducir sus derechos dentro de los 30 (TREINTA) DÍAS que se señala como término para la sustanciación del expediente administrativo. Se publica este aviso en atención a lo dispuesto por el artículo 882 (ochocientos ochenta y dos) y demás relativos del Código de Procedimientos Civiles vigente en el Estado de Nuevo León. (495, 610, 711, 767)
legal-notice (263, 1534, 478, 2047)
legal-notice (496, 2075, 711, 2322)
notice-signature: LIC. SERGIO ELIAS GUTIÉRREZ DOMINGUEZ NOTARIO PÚBLICO TITULAR No.104 GUSD-750105-MF5 (2 y 12) (35, 685, 239, 732)
notice-signature: LIC. ANDRES ALONSO RODRIGUEZ MERCADO NOTARIO PÚBLICO TITULAR No. 149 ROMA820512I24 (2 y 12) (31, 1394, 243, 1440)
notice-title: AVISO (822, 328, 852, 340)
notice-body: Se presentó ante el suscrito, NORA CRISTINA GARCÍA GARCÍA, a tramitar la Sucesión Testamentaria A Bienes De MARÍA DEL CARMEN GARCÍA DE LA GARZA, exhibiéndome Testamento, Acta de Defunción y documentos relacionados. Se publica el Aviso dos veces de (10) diez en (10) diez días en el diario "El Porvenir", de Monterrey, Nuevo León, convocando a quienes se consideren con derecho a heredar, a que acudan a deducirlo, de acuerdo con el Artículo 882 del Código Civil vigente. Santiago, Nuevo León a 10 de abril del 2025. (729, 99, 945, 231)
notice-title: EDICTO (118, 85, 156, 96)
legal-notice (263, 1046, 478, 1524)
legal-notice (30, 1451, 245, 1831)
legal-notice (729, 2113, 944, 2347)
masthead (30, 16, 1419, 65)
notice-title: EDICTO (1289, 1400, 1326, 1411)
notice-body: Ante esta Notaría a cargo del Suscrito Notario Licenciado BERNABE ALEJANDRO DEL VALLE GÓMEZ comparecen los señores MARCO ANTONIO, OMAR ALVARO, MARTHA MICAELA, RICARDO y MARIA ALEJANDRA todos de apellidos LUNA VILLA y la señora ALEJANDRA VILLA GAMBOA a denunciar la Sucesión Intestamentaria a Bienes del señor ÁLVARO LUNA MARTÍNEZ exhibiéndome para tal efecto la partida de defunción de los autores de la herencia. Así mismo aceptan la Herencia y se reconocen sus derechos hereditarios dentro de la presente sucesión los señores MARCO ANTONIO, OMAR ALVARO, MARTHA MICAELA, RICARDO y MARIA ALEJANDRA todos de apellidos LUNA VILLA y la señora ALEJANDRA VILLA GAMBOA, así mismo aceptan el cargo de albacea quien se comprometió a desempeñar fiel y legalmente conforme a derecho, procediendo a formar el inventario de los bienes de la herencia. La presente constancia deberá publicarse en el periódico El Porvenir que se edita en esta ciudad, por dos veces de diez en diez días, a fin de dar debido cumplimiento a lo preceptuado por los artículos 881, 882 y demás relativos del Código de Procedimientos Civiles vigente en el Estado. ATENTAMENTE (30, 1466, 245, 1769)
notice-signature: LIC. JAVIER GARCÍA URRUTIA NOTARIO PÚBLICO NÚMERO 72 GAUJ-700131-Q22 (2 y 12) (298, 988, 443, 1034)
notice-body: INSTRUMENTO PUBLICO EN ACTA FUERA DE PROTOCOLO NUMERO 133/115,595/2025 NUMERO CIENTO TREINTA Y TRES DIAGONAL CIENTO QUINCE MIL QUINIENTOS NOVENTA Y CINCO DIAGONAL DOS MIL VEINTICINCO de fecha (09) nueve días del mes de Abril del (2025) dos mil veinticinco, se presentó en esta Notaría a mi cargo JUICIO SUCESORIO INTESTAMENTARIO ACUMULADO A BIENES DE LOS SEÑORES ROSA VAZQUEZ RAMIREZ y ROBERTO CEDILLO DE LA ROSA, habiéndose nombrado como Herederos al señor ROBERTO CEDILLO VAZQUEZ, y como ALBACEA el señor ROBERTO CEDILLO VAZQUEZ, en la forma que se expresa en la sucesión, aceptando la herencia y el cargo conferido, protestando su fiel y legal desempeño y que va a proceder a formular los inventarios. Lo que se publica para los efectos del artículo (882) del Código de Procedimientos Civiles vigente en el Estado. ATENTAMENTE. (263, 449, 478, 692)
notice-body: Para los efectos de los Artículos (881) ochocientos ochenta y uno y (882) ochocientos ochenta y dos del Código de Procedimientos Civiles vigente en el Estado, hago saber que en acta fuera de protocolo número (20/16,774/25), de fecha (23) veintitrés de abril del (2025) dos mil veinticinco, se inició en la Notaría a mi cargo, la tramitación extrajudicial del PROCEDIMIENTO SUCESORIO INTESTAMENTARIO ACUMULADO A BIENES DE LOS SEÑORES ÁLVARO VALDES REYNA, ROSA VELIA AVILA CASTAÑEDA y ÁLVARO EUSEBIO VALDEZ AVILA, y en la misma designaron a la señora MA. DE LOS ÁNGELES VALDEZ AVILA, reconoce sus derechos hereditarios y acepta la herencia y el cargo de Albacea, manifestando que procederá a formular el inventario correspondiente. Este aviso se publicará en dos ocasiones con intervalo de diez días en el Diario "El Porvenir". Monterrey, N.L., a 29 de abril del 2025. (495, 854, 711, 1084)
legal-notice (496, 840, 711, 1134)
notice-body: Ante esta Notaría a cargo del Suscrito Notario Licenciado LUIS CARLOS ESPRONCEDA GONZALEZ, NOTARIO PÚBLICO SUPLENTE, comparecen los señores ANÍBAL CASTILLO TRISTÁN, OTONIEL CASTILLO TRISTÁN y ROLANDO CASTILLO TRISTÁN a denunciar la Sucesión Testamentaria a Bienes la señora PETRA TRISTÁN HERNÁNDEZ exhibiéndome para tal efecto la partida de defunción de los autores de la herencia. Así mismo aceptan la Herencia y se reconocen sus derechos hereditarios dentro de la presente sucesión los señores ANÍBAL CASTILLO TRISTÁN, OTONIEL CASTILLO TRISTÁN y ROLANDO CASTILLO TRISTÁN, y que siendo el señor ANÍBAL CASTILLO TRISTÁN, el albacea, el cual acepta y se ha comprometido a desempeñar fiel y legalmente conforme a derecho, procediendo a formar el inventario de los bienes de la herencia. La presente constancia deberá publicarse en el periódico El Porvenir que se edita en esta ciudad, por dos veces de diez en diez días, a fin de dar debido cumplimiento a lo preceptuado por los artículos 881, 882 y demás relativos del Código de Procedimientos Civiles vigente en el Estado. ATENTAMENTE (962, 1203, 1178, 1506)
notice-signature: LICENCIADO JORGE IVÁN SALAZAR TAMEZ NOTARIO PÚBLICO TITULAR NÚMERO 143 PRIMER DISTRITO REGISTRAL SANTIAGO, NUEVO LEÓN SATJ7407091H0 (2 y 12) (503, 259, 704, 340)
notice-signature: LIC. MANUEL JOSÉ PEÑA DORIA NOTARIO PÚBLICO TITULAR No. 7 (12 y 22) (526, 2286, 682, 2321)
notice-signature: LIC. JORGE ALBERTO RAMOS URENA NOTARIO PÚBLICO TITULAR NOTARÍA PÚBLICA NÚMERO 84 GARCÍA, NUEVO LEÓN, MÉXICO. (2 y 12) (516, 770, 691, 828)
notice-title: EDICTO (118, 439, 156, 450)
notice-body: El día 29 veintinueve de abril de 2025 dos mil veinticinco, se admitió a trámite el juicio sucesorio de intestado a bienes de José Alfredo Santa Anna Garza, denunciado por Laura Villegas Maldonado y Alma Liliana Santa Anna Villegas, bajo el número de expediente 371/2025, ordenándose la publicación de un edicto por una sola vez en el Boletín Judicial, Periódico Oficial y en el periódico de elección de la parte actora, quedando éste en su caso "Milenio Diario", "El Porvenir" o "El Norte", que se edita en la capital del Estado, mediante el cual se convoque a las personas que se consideren con derecho a la masa hereditaria, a fin de que acudan a deducirlo al local de este juzgado, dentro del término de 30 treinta días, contados a partir del siguiente al de la última publicación del edicto ordenado. Cadereyta Jiménez, Nuevo León, a 30 de abril de 2025. (1195, 1414, 1419, 1608)
column-5 (962, 81, 1186, 2551)
notice-body: Con fecha 05-cinco de Mayo del 2025-dos mil veinticinco, en ESCRITURA PÚBLICA NÚMERO 037 / 15,824 / 2025, se presentaron en esta Notaría LUIS MANUEL MARTÍNEZ VILLARREAL, MARIO ALBERTO MARTÍNEZ VILLARREAL, MARÍA ELSA MARTÍNEZ VILLARREAL, MAURO SIGFREDO MARTÍNEZ VILLARREAL, LAURA ESTHER MARTÍNEZ VILLARREAL, ROGELIO CARLOS MARTÍNEZ VILLARREAL Y REBECA THELMA MARTÍNEZ VILLARREAL, por sus propios derechos y en representación de su hermano FERNANDO HUGO MARTÍNEZ VILLARREAL, en sus caracteres de ÚNICOS Y UNIVERSALES HEREDEROS; asimismo, el citado señor LUIS MANUEL MARTÍNEZ VILLARREAL en su carácter de ALBACEA, denunciando la SUCESIÓN TESTAMENTARIA de su finada madre, señora REBECA VILLARREAL GONZÁLEZ. Exhibieron el Acta de Defunción y el Testamento Público Abierto otorgado por la Autora de la Sucesión en fecha 22-veintidós de Septiembre del 2016-dos mil dieciséis, pasado ante la fe del suscrito Notario, Licenciado GUSTAVO FEDERICO CERRILLO ORTIZ, en el Cargo de Suplente de esta Notaría Pública número 37-treinta y siete en dicha fecha. Con fundamento en lo dispuesto en el Artículo 882 del Código de Procedimientos Civiles de Nuevo León, se da a conocer por medio de dos publicaciones que se harán de diez en diez días en el periódico "El Porvenir", que se edita en esta Ciudad, que los Herederos aceptan la herencia así como el Albacea su cargo. Monterrey, N.L., 05 de Mayo del 2025. (495, 1344, 711, 1732)
legal-notice (729, 84, 944, 317)
notice-title: EDICTO (1289, 642, 1326, 654)
legal-notice (729, 915, 944, 1186)
notice-columns (30, 81, 1419, 2551)
notice-signature: LIC. DANIEL ELIZONDO GARZA NOTARIO PÚBLICO NO. 47 EIGD-630216-2M7. (12 y 22) (766, 1371, 908, 1418)
notice-title: PUBLICACIÓN NOTARIAL (1010, 1189, 1130, 1201)
notice-signature: LIC. BERNABE ALEJANDRO DEL VALLE GOMEZ NOTARIO PÚBLICO NÚMERO 139 VAGB-850122-F25 (2 y 12) (280, 380, 461, 439)
legal-notice (496, 595, 711, 829)
